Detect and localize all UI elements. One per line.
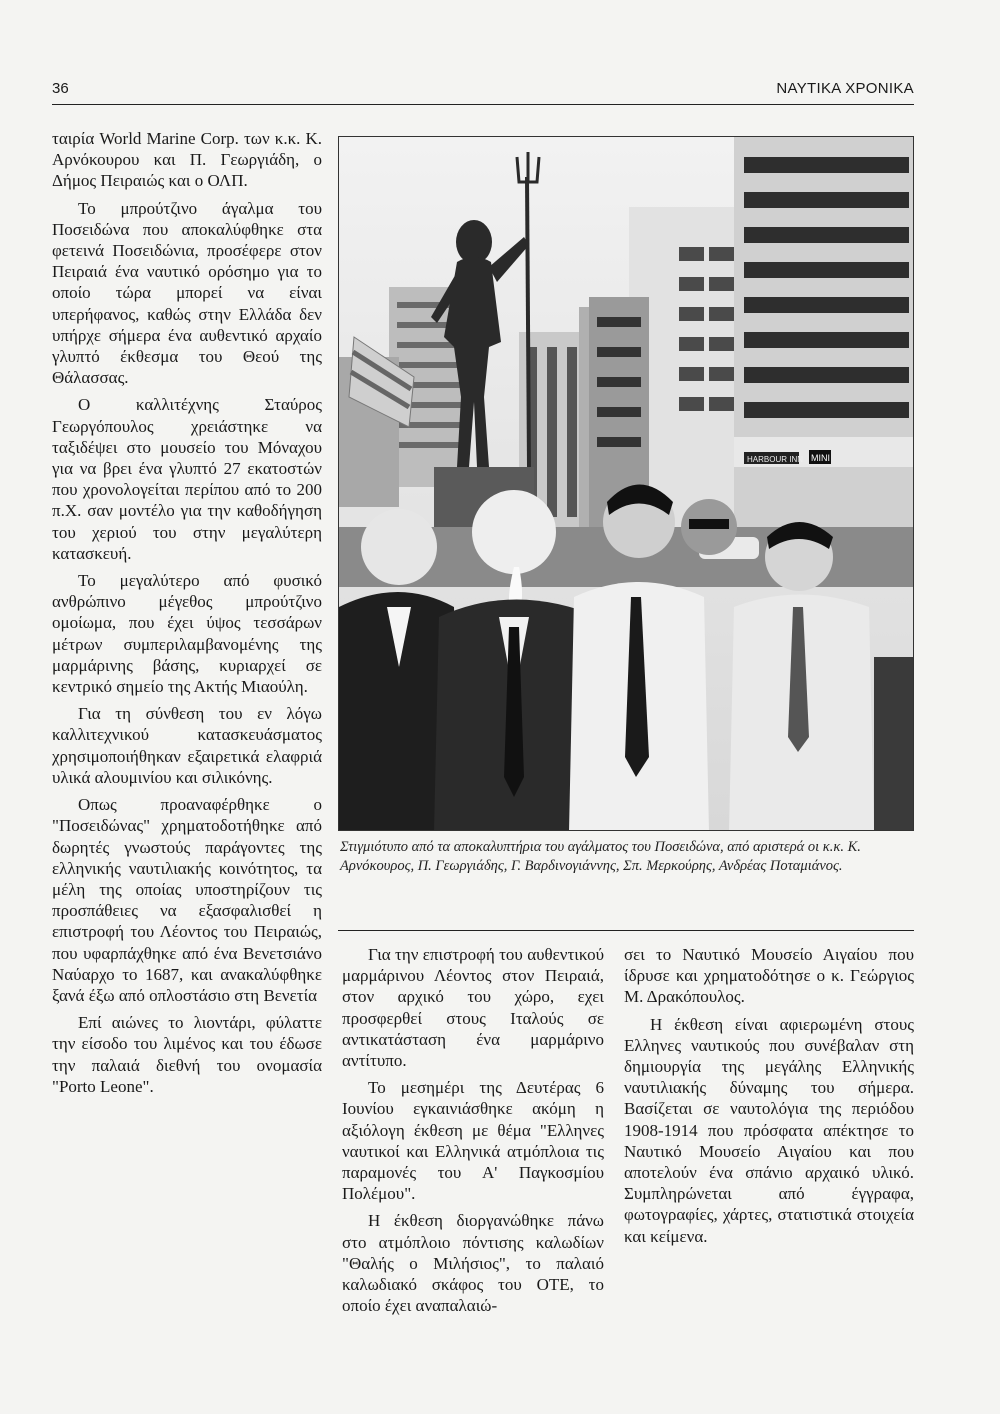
photo-caption: Στιγμιότυπο από τα αποκαλυπτήρια του αγάλματος του Ποσειδώνα, από αριστερά οι κ.κ. Κ. Αρνόκουρος, Π. Γεωργιάδης, Γ. Βαρδινογιάννης, Σπ. Μερκούρης, Ανδρέας Ποταμιάνος.: [340, 839, 861, 874]
paragraph: σει το Ναυτικό Μουσείο Αιγαίου που ίδρυσε και χρηματοδότησε ο κ. Γεώργιος Μ. Δρακόπουλος.: [624, 945, 914, 1007]
paragraph: Η έκθεση είναι αφιερωμένη στους Ελληνες ναυτικούς που συνέβαλαν στη δημιουργία της μεγάλης Ελληνικής ναυτιλιακής δύναμης του σήμερα. Βασίζεται σε ναυτολόγια της περιόδου 1908-1914 που πρόσφατα απέκτησε το Ναυτικό Μουσείο Αιγαίου και που αποτελούν ένα σπάνιο αρχαικό υλικό. Συμπληρώνεται από έγγραφα, φωτογραφίες, χάρτες, στατιστικά στοιχεία και κείμενα.: [624, 1014, 914, 1246]
paragraph: Επί αιώνες το λιοντάρι, φύλαττε την είσοδο του λιμένος και του έδωσε την παλαιά διεθνή του ονομασία "Porto Leone".: [52, 1013, 322, 1096]
paragraph: ταιρία World Marine Corp. των κ.κ. Κ. Αρνόκουρου και Π. Γεωργιάδη, ο Δήμος Πειραιώς και ο ΟΛΠ.: [52, 129, 322, 191]
paragraph: Το μπρούτζινο άγαλμα του Ποσειδώνα που αποκαλύφθηκε στα φετεινά Ποσειδώνια, προσέφερε στον Πειραιά ένα ναυτικό ορόσημο για το οποίο τώρα μπορεί να είναι υπερήφανος, καθώς στην Ελλάδα δεν υπήρχε σήμερα ένα αυθεντικό αρχαίο γλυπτό έκθεσμα του Θεού της Θάλασσας.: [52, 198, 322, 388]
poseidon-statue-photo: [338, 136, 914, 831]
sign-text: HARBOUR INN: [747, 455, 804, 464]
section-rule: [338, 930, 914, 931]
paragraph: Το μεγαλύτερο από φυσικό ανθρώπινο μέγεθος μπρούτζινο ομοίωμα, που έχει ύψος τεσσάρων μέτρων συμπεριλαμβανομένης της μαρμάρινης βάσης, κυριαρχεί σε κεντρικό σημείο της Ακτής Μιαούλη.: [52, 571, 322, 697]
paragraph: Για την επιστροφή του αυθεντικού μαρμάρινου Λέοντος στον Πειραιά, στον αρχικό του χώρο, εχει προσφερθεί στους Ιταλούς σε αντικατάσταση ένα μαρμάρινο αντίτυπο.: [342, 945, 604, 1071]
paragraph: Το μεσημέρι της Δευτέρας 6 Ιουνίου εγκαινιάσθηκε ακόμη η αξιόλογη έκθεση με θέμα "Ελληνες ναυτικοί και Ελληνικά ατμόπλοια τις παραμονές του Α' Παγκοσμίου Πολέμου".: [342, 1078, 604, 1204]
paragraph: Ο καλλιτέχνης Σταύρος Γεωργόπουλος χρειάστηκε να ταξιδέψει στο μουσείο του Μόναχου για να βρει ένα γλυπτό 27 εκατοστών που χρονολογείται περίπου από το 200 π.Χ. σαν μοντέλο για την καθοδήγηση του χεριού του στην μεγαλύτερη κατασκευή.: [52, 395, 322, 563]
page-number: 36: [52, 80, 69, 97]
header-rule: [52, 104, 914, 105]
paragraph: Για τη σύνθεση του εν λόγω καλλιτεχνικού κατασκευάσματος χρησιμοποιήθηκαν εξαιρετικά ελαφριά υλικά αλουμινίου και σιλικόνης.: [52, 704, 322, 787]
article-column-3: [624, 944, 914, 1253]
sign-text-mini: MINI: [811, 453, 830, 463]
paragraph: Η έκθεση διοργανώθηκε πάνω στο ατμόπλοιο πόντισης καλωδίων "Θαλής ο Μιλήσιος", το παλαιό καλωδιακό σκάφος του ΟΤΕ, το οποίο έχει αναπαλαιώ-: [342, 1211, 604, 1316]
paragraph: Οπως προαναφέρθηκε ο "Ποσειδώνας" χρηματοδοτήθηκε από δωρητές γνωστούς παράγοντες της ελληνικής ναυτιλιακής κοινότητος, τα μέλη της οποίας υποστηρίζουν τις προσπάθειες να εξασφαλισθεί η επιστροφή του Λέοντος του Πειραιώς, που υφαρπάχθηκε από ένα Βενετσιάνο Ναύαρχο το 1687, και ανακαλύφθηκε ξανά έξω από οπλοστάσιο στη Βενετία: [52, 795, 322, 1005]
article-column-1: [52, 128, 322, 1103]
journal-title: ΝΑΥΤΙΚΑ ΧΡΟΝΙΚΑ: [776, 80, 914, 97]
article-column-2: [342, 944, 604, 1322]
